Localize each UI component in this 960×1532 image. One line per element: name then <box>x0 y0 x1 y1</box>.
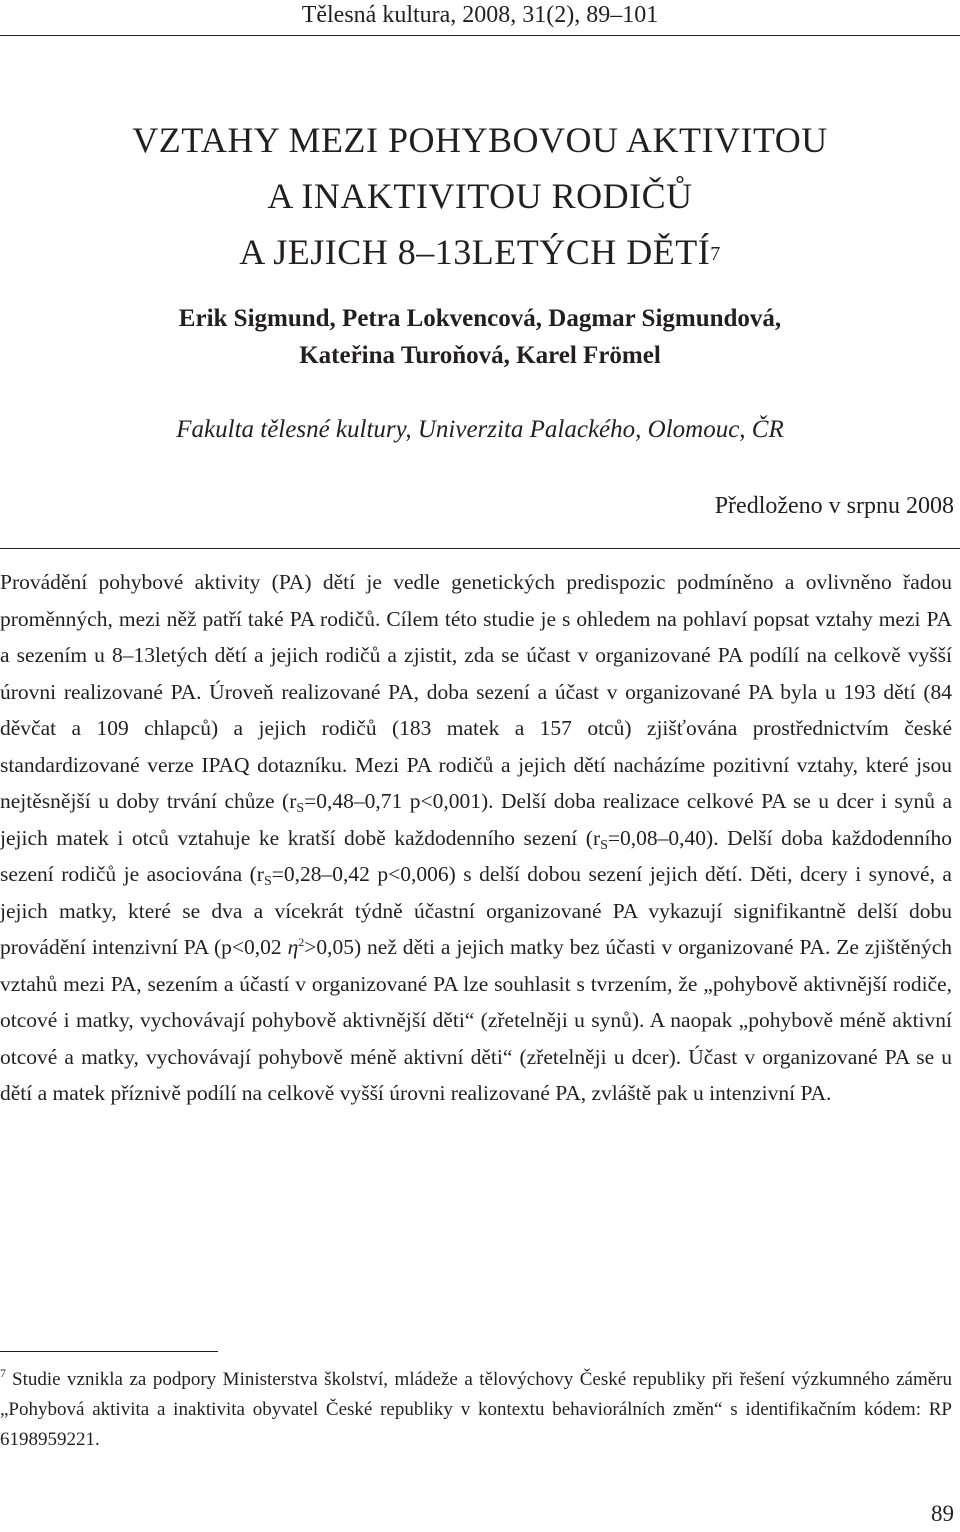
submission-date: Předloženo v srpnu 2008 <box>714 493 954 519</box>
abstract-superscript-1: 2 <box>298 935 305 949</box>
footnote-divider <box>0 1351 218 1352</box>
abstract-text-3: =0,08–0,40). Delší doba každodenního sezení rodičů je asociována (r <box>0 825 953 886</box>
footnote <box>0 1365 952 1455</box>
affiliation: Fakulta tělesné kultury, Univerzita Palackého, Olomouc, ČR <box>176 416 784 443</box>
header-divider <box>0 35 960 36</box>
authors-line-1: Erik Sigmund, Petra Lokvencová, Dagmar Sigmundová, <box>178 305 782 332</box>
authors-line-2: Kateřina Turoňová, Karel Frömel <box>299 342 661 369</box>
abstract-subscript-1: S <box>296 801 305 816</box>
abstract-text-4: =0,28–0,42 p<0,006) s delší dobou sezení jejich dětí. Děti, dcery i synové, a jejich matky, které se dva a vícekrát týdně účastní organizované PA vykazují signifikantně delší dobu provádění intenzivní PA (p<0,02 <box>0 862 952 959</box>
article-title <box>0 112 960 280</box>
title-line-3-text: A JEJICH 8–13LETÝCH DĚTÍ <box>239 232 711 272</box>
title-line-3 <box>0 224 960 280</box>
journal-reference: Tělesná kultura, 2008, 31(2), 89–101 <box>301 2 659 28</box>
abstract-text-1: Provádění pohybové aktivity (PA) dětí je vedle genetických predispozic podmíněno a ovlivněno řadou proměnných, mezi něž patří také PA rodičů. Cílem této studie je s ohledem na pohlaví popsat vztahy mezi PA a sezením u 8–13letých dětí a jejich rodičů a zjistit, zda se účast v organizované PA podílí na celkově vyšší úrovni realizované PA. Úroveň realizované PA, doba sezení a účast v organizované PA byla u 193 dětí (84 děvčat a 109 chlapců) a jejich rodičů (183 matek a 157 otců) zjišťována prostřednictvím české standardizované verze IPAQ dotazníku. Mezi PA rodičů a jejich dětí nacházíme pozitivní vztahy, které jsou nejtěsnější u doby trvání chůze (r <box>0 570 952 813</box>
footnote-text: Studie vznikla za podpory Ministerstva školství, mládeže a tělovýchovy České republiky při řešení výzkumného záměru „Pohybová aktivita a inaktivita obyvatel České republiky v kontextu behaviorálních změn“ s identifikačním kódem: RP 6198959221. <box>0 1369 952 1450</box>
abstract <box>0 564 952 1112</box>
author-list <box>0 300 960 374</box>
abstract-text-5: >0,05) než děti a jejich matky bez účasti v organizované PA. Ze zjištěných vztahů mezi PA, sezením a účastí v organizované PA lze souhlasit s tvrzením, že „pohybově aktivnější rodiče, otcové i matky, vychovávají pohybově aktivnější děti“ (zřetelněji u synů). A naopak „pohybově méně aktivní otcové a matky, vychovávají pohybově méně aktivní děti“ (zřetelněji u dcer). Účast v organizované PA se u dětí a matek příznivě podílí na celkově vyšší úrovni realizované PA, zvláště pak u intenzivní PA. <box>0 935 952 1105</box>
footnote-mark: 7 <box>0 1366 6 1380</box>
page-number: 89 <box>931 1501 954 1526</box>
abstract-paragraph <box>0 564 952 1112</box>
title-line-2: A INAKTIVITOU RODIČŮ <box>267 176 693 216</box>
abstract-text-2: =0,48–0,71 p<0,001). Delší doba realizace celkové PA se u dcer i synů a jejich matek i otců vztahuje ke kratší době každodenního sezení (r <box>0 789 952 850</box>
abstract-eta-symbol: η <box>287 935 299 959</box>
abstract-divider <box>0 548 960 549</box>
title-footnote-mark: 7 <box>710 243 721 265</box>
title-line-1: VZTAHY MEZI POHYBOVOU AKTIVITOU <box>132 120 828 160</box>
abstract-subscript-3: S <box>263 874 272 889</box>
abstract-subscript-2: S <box>600 837 608 853</box>
